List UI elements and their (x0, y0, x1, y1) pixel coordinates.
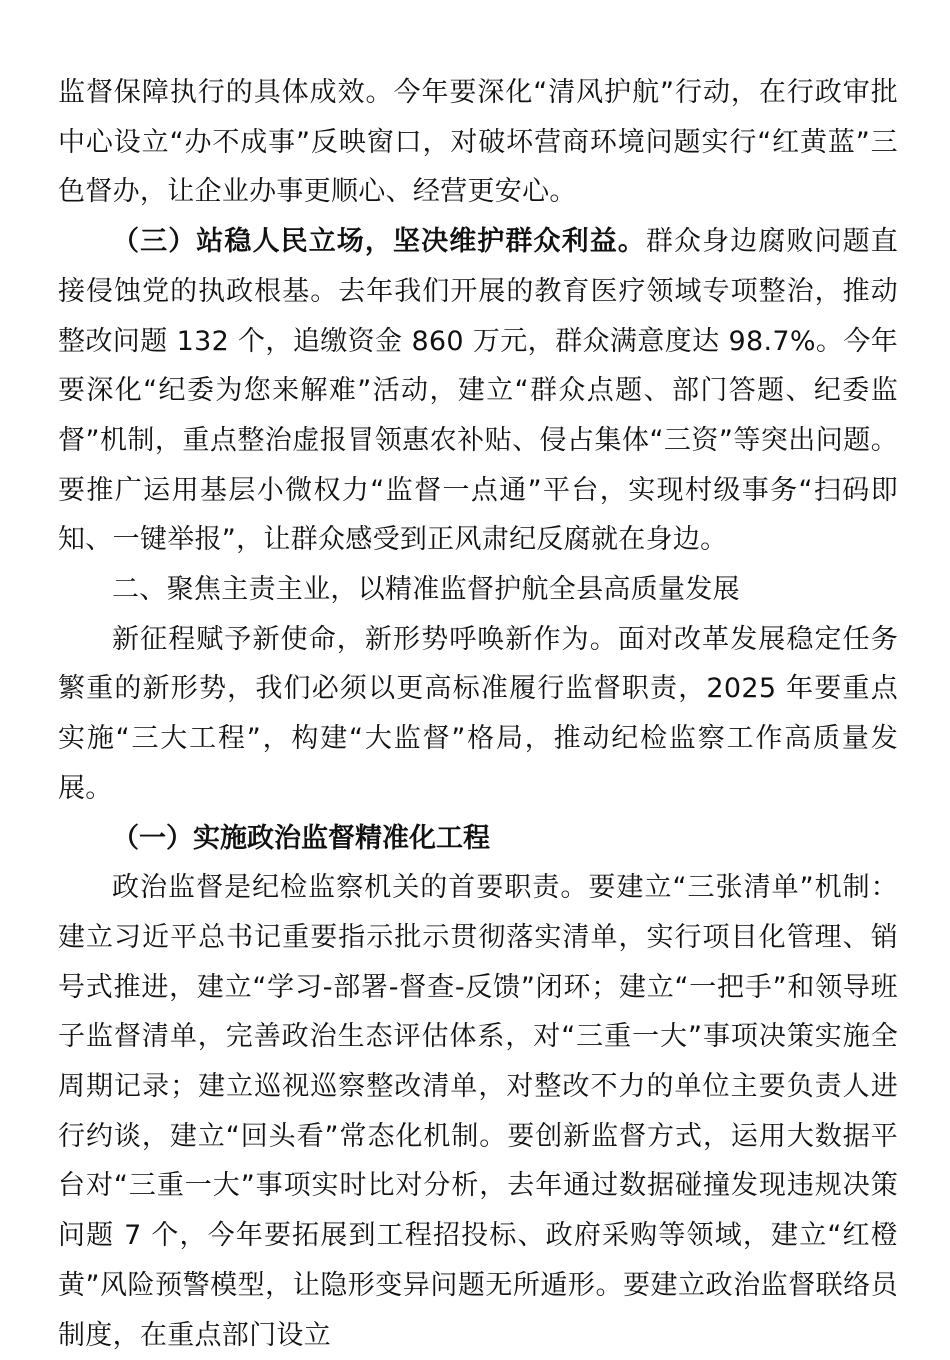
paragraph-new-mission: 新征程赋予新使命，新形势呼唤新作为。面对改革发展稳定任务繁重的新形势，我们必须以更高标准履行监督职责，2025 年要重点实施“三大工程”，构建“大监督”格局，推动纪检监察工作高质量发展。 (58, 623, 898, 804)
paragraph-political-supervision: 政治监督是纪检监察机关的首要职责。要建立“三张清单”机制：建立习近平总书记重要指示批示贯彻落实清单，实行项目化管理、销号式推进，建立“学习-部署-督查-反馈”闭环；建立“一把手”和领导班子监督清单，完善政治生态评估体系，对“三重一大”事项决策实施全周期记录；建立巡视巡察整改清单，对整改不力的单位主要负责人进行约谈，建立“回头看”常态化机制。要创新监督方式，运用大数据平台对“三重一大”事项实时比对分析，去年通过数据碰撞发现违规决策问题 7 个，今年要拓展到工程招投标、政府采购等领域，建立“红橙黄”风险预警模型，让隐形变异问题无所遁形。要建立政治监督联络员制度，在重点部门设立 (58, 872, 898, 1351)
paragraph-business-environment: 监督保障执行的具体成效。今年要深化“清风护航”行动，在行政审批中心设立“办不成事”反映窗口，对破坏营商环境问题实行“红黄蓝”三色督办，让企业办事更顺心、经营更安心。 (58, 77, 898, 208)
subheading-political-supervision: （一）实施政治监督精准化工程 (112, 822, 490, 854)
section-heading-2: 二、聚焦主责主业，以精准监督护航全县高质量发展 (112, 574, 740, 606)
paragraph-people-stance (58, 217, 898, 565)
document-page (58, 68, 898, 1360)
paragraph-people-stance-body: 群众身边腐败问题直接侵蚀党的执政根基。去年我们开展的教育医疗领域专项整治，推动整改问题 132 个，追缴资金 860 万元，群众满意度达 98.7%。今年要深化“纪委为您来解难”活动，建立“群众点题、部门答题、纪委监督”机制，重点整治虚报冒领惠农补贴、侵占集体“三资”等突出问题。要推广运用基层小微权力“监督一点通”平台，实现村级事务“扫码即知、一键举报”，让群众感受到正风肃纪反腐就在身边。 (58, 226, 899, 556)
subheading-people-stance: （三）站稳人民立场，坚决维护群众利益。 (112, 226, 646, 258)
